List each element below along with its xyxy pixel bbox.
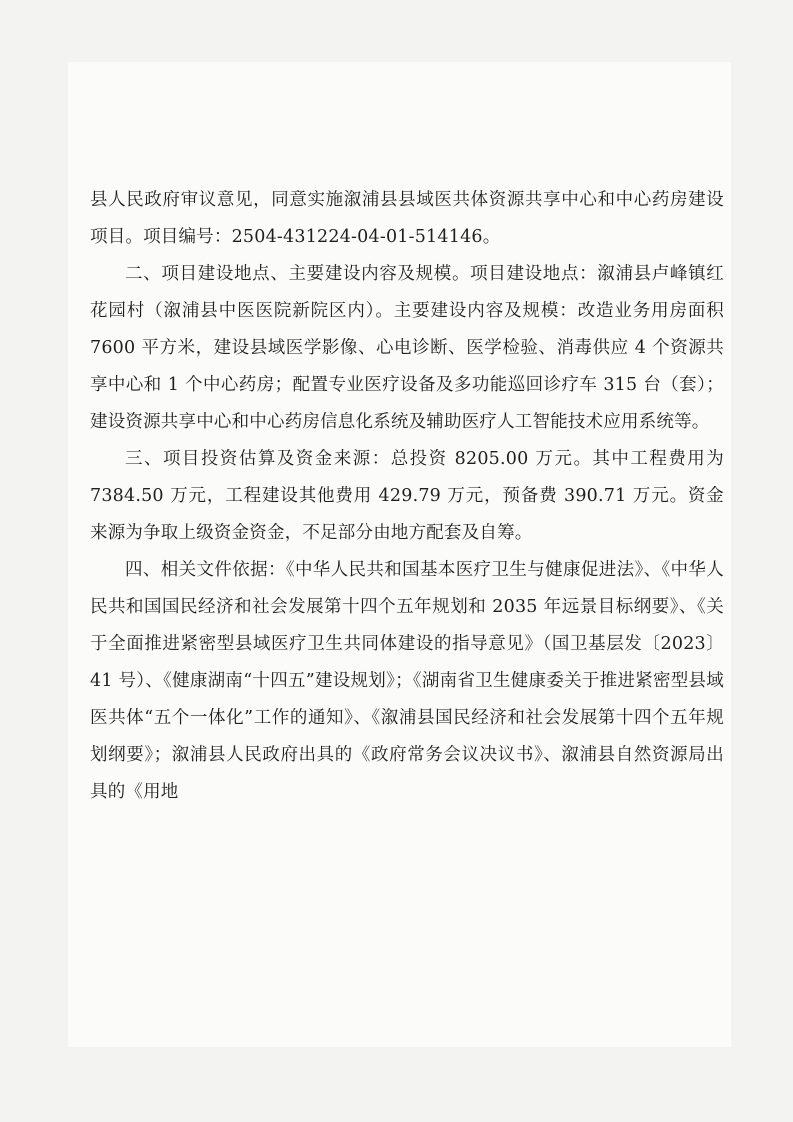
paragraph-continuation: 县人民政府审议意见，同意实施溆浦县县域医共体资源共享中心和中心药房建设项目。项目编号：2504-431224-04-01-514146。: [90, 190, 724, 247]
document-body: [90, 182, 724, 811]
paragraph-project-location: 二、项目建设地点、主要建设内容及规模。项目建设地点：溆浦县卢峰镇红花园村（溆浦县中医医院新院区内）。主要建设内容及规模：改造业务用房面积 7600 平方米，建设县域医学影像、心电诊断、医学检验、消毒供应 4 个资源共享中心和 1 个中心药房；配置专业医疗设备及多功能巡回诊疗车 315 台（套）；建设资源共享中心和中心药房信息化系统及辅助医疗人工智能技术应用系统等。: [90, 264, 724, 432]
paragraph-reference-documents: 四、相关文件依据：《中华人民共和国基本医疗卫生与健康促进法》、《中华人民共和国国民经济和社会发展第十四个五年规划和 2035 年远景目标纲要》、《关于全面推进紧密型县域医疗卫生共同体建设的指导意见》（国卫基层发〔2023〕41 号）、《健康湖南“十四五”建设规划》；《湖南省卫生健康委关于推进紧密型县域医共体“五个一体化”工作的通知》、《溆浦县国民经济和社会发展第十四个五年规划纲要》；溆浦县人民政府出具的《政府常务会议决议书》、溆浦县自然资源局出具的《用地: [90, 560, 724, 802]
paragraph-investment: 三、项目投资估算及资金来源：总投资 8205.00 万元。其中工程费用为 7384.50 万元，工程建设其他费用 429.79 万元，预备费 390.71 万元。资金来源为争取上级资金资金，不足部分由地方配套及自筹。: [90, 449, 724, 543]
